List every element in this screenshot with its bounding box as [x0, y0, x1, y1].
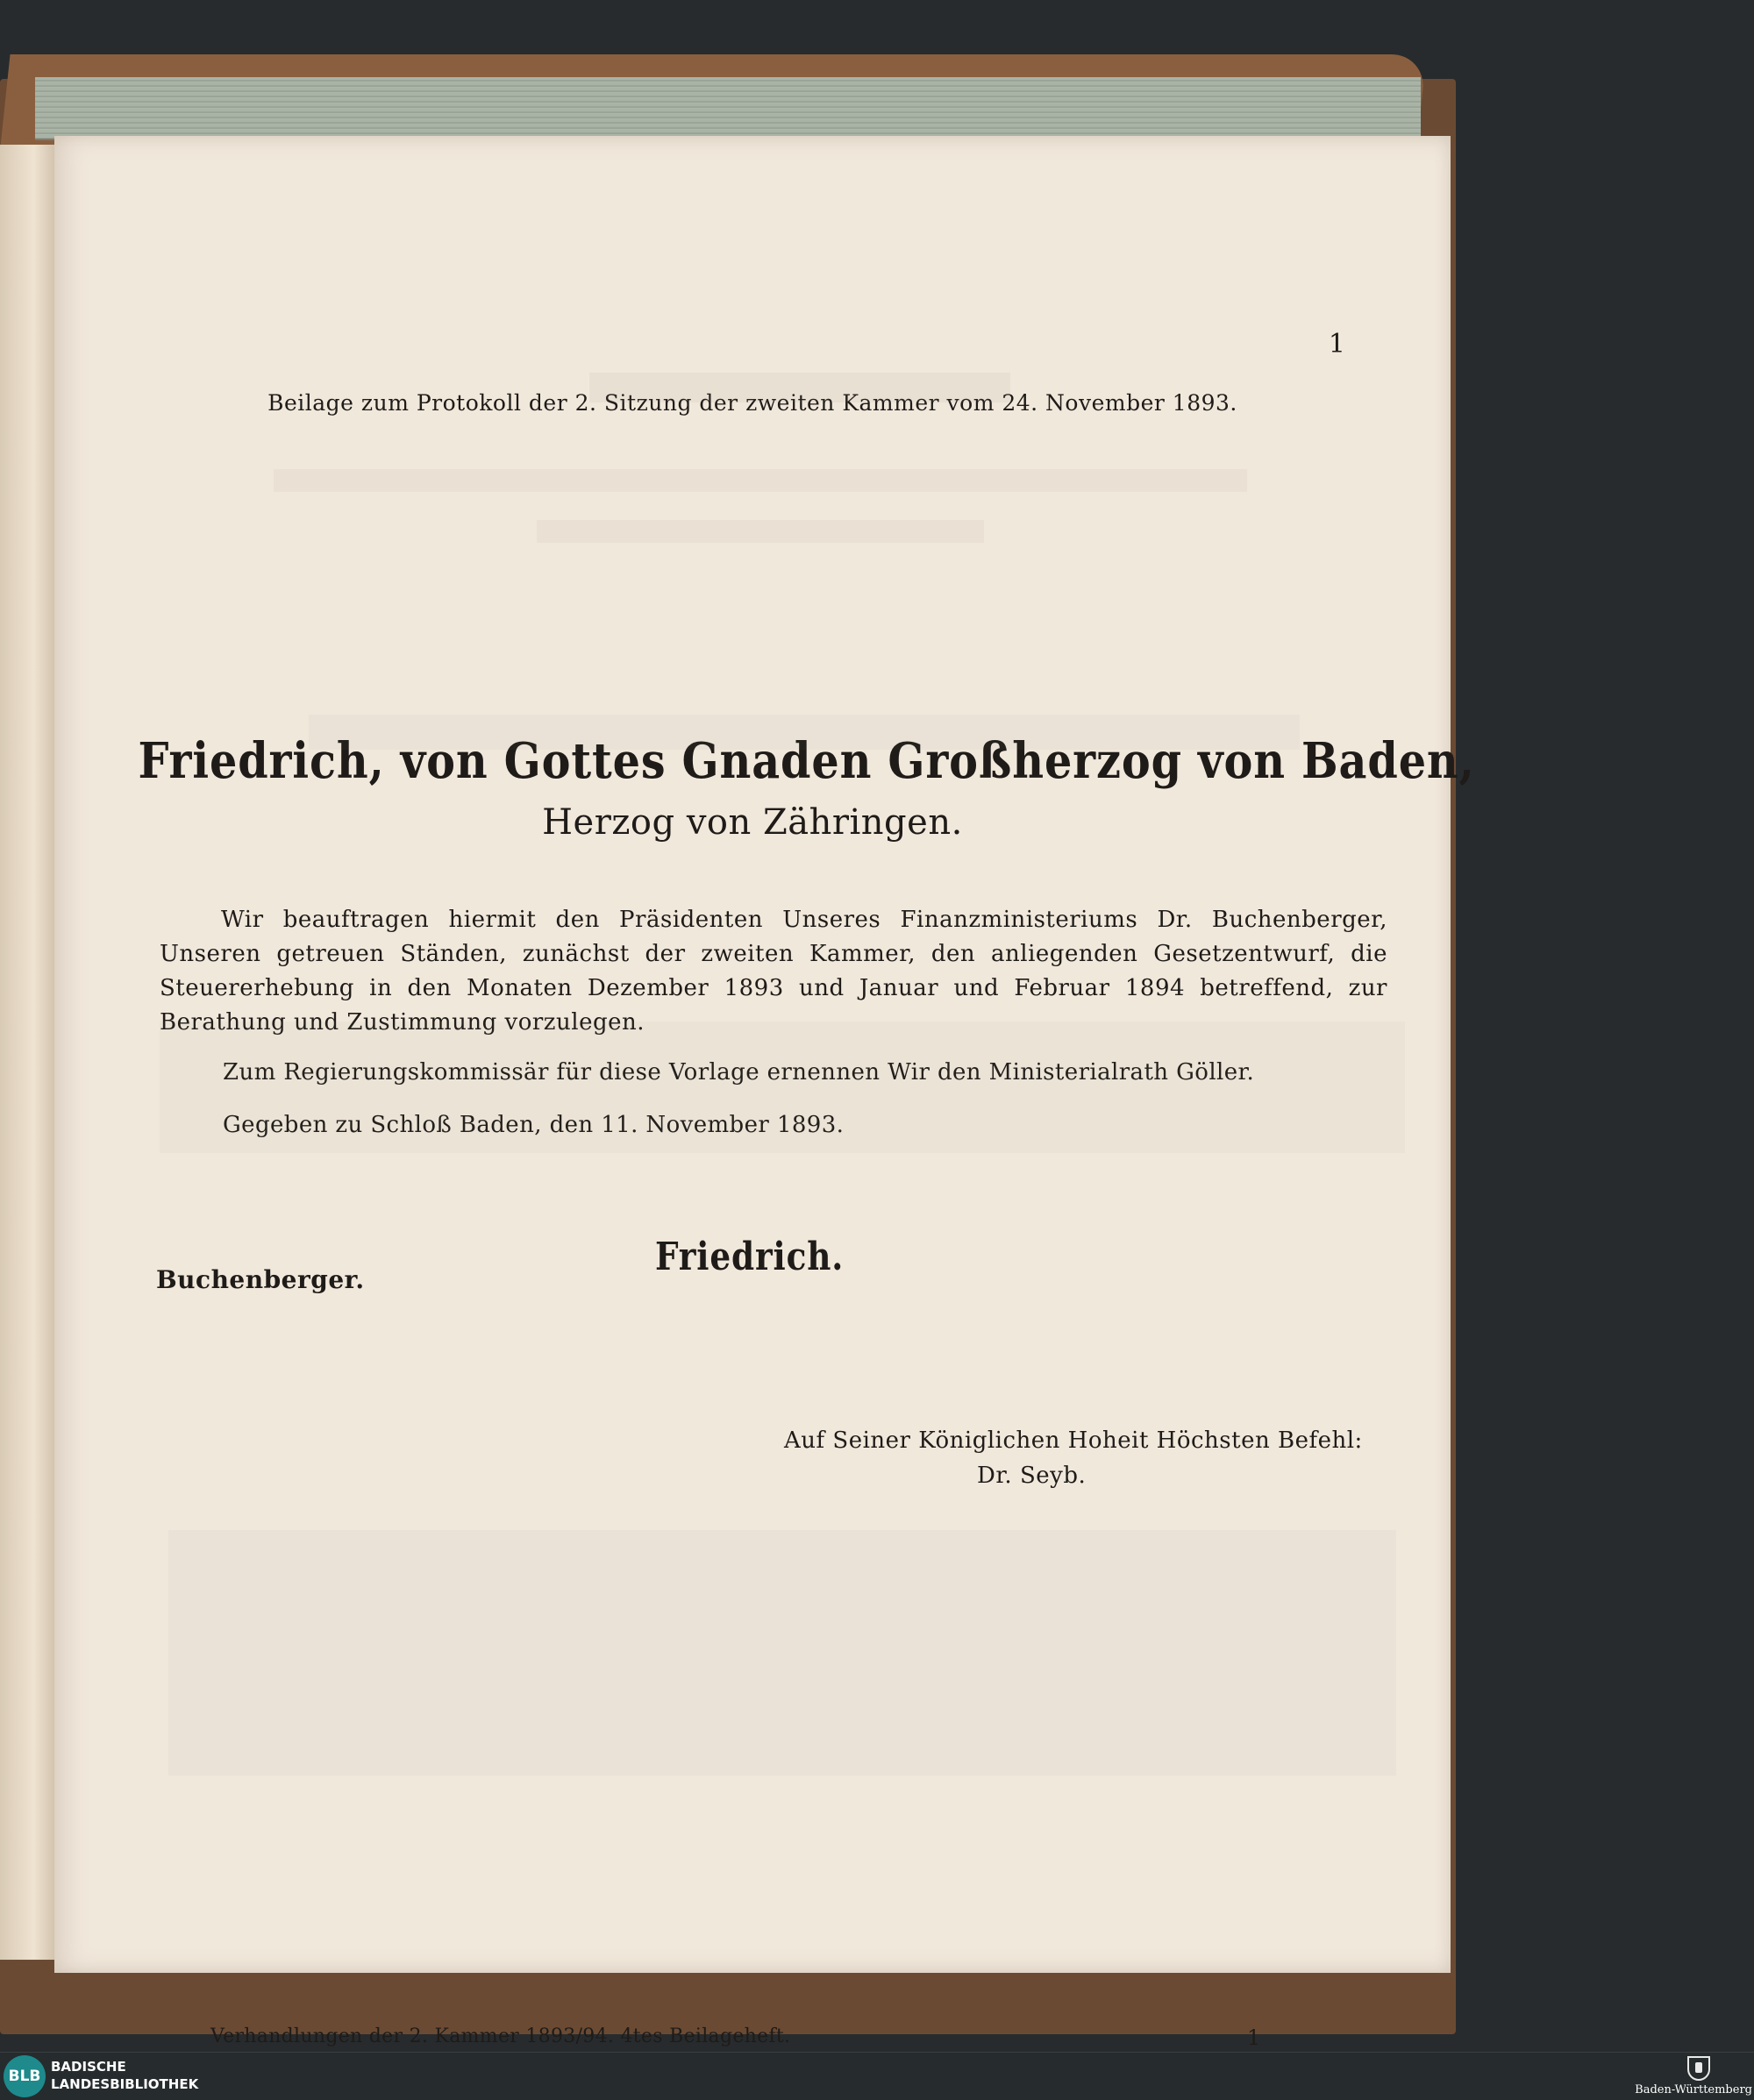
signature: Friedrich.	[655, 1235, 845, 1279]
decree-title: Friedrich, von Gottes Gnaden Großherzog von Baden,	[138, 732, 1475, 790]
body-paragraph: Wir beauftragen hiermit den Präsidenten Unseres Finanzministeriums Dr. Buchenberger, Unseren getreuen Ständen, zunächst der zweiten Kammer, den anliegenden Gesetzentwurf, die Steuererhebung in den Monaten Dezember 1893 und Januar und Februar 1894 betreffend, zur Berathung und Zustimmung vorzulegen.	[160, 907, 1387, 1036]
document-page	[54, 136, 1475, 2050]
footer-line: Verhandlungen der 2. Kammer 1893/94. 4tes Beilageheft.	[210, 2025, 791, 2047]
secretary-name: Dr. Seyb.	[977, 1463, 1087, 1489]
command-line: Auf Seiner Königlichen Hoheit Höchsten Befehl:	[784, 1427, 1363, 1454]
given-line: Gegeben zu Schloß Baden, den 11. November 1893.	[223, 1112, 845, 1138]
decree-subtitle: Herzog von Zähringen.	[542, 802, 963, 843]
book-page-edges	[35, 77, 1421, 140]
left-page-leaf	[0, 145, 61, 1960]
library-name[interactable]	[51, 2058, 226, 2093]
coat-of-arms-icon[interactable]	[1687, 2056, 1710, 2081]
library-name-line2: LANDESBIBLIOTHEK	[51, 2076, 199, 2092]
countersignature: Buchenberger.	[156, 1265, 365, 1294]
footer-page-number: 1	[1247, 2025, 1261, 2050]
library-name-line1: BADISCHE	[51, 2059, 126, 2075]
commissioner-line: Zum Regierungskommissär für diese Vorlage ernennen Wir den Ministerialrath Göller.	[223, 1059, 1255, 1086]
partner-name[interactable]: Baden-Württemberg	[1635, 2083, 1752, 2096]
page-number-top: 1	[1328, 329, 1345, 359]
header-line: Beilage zum Protokoll der 2. Sitzung der zweiten Kammer vom 24. November 1893.	[267, 390, 1237, 416]
library-logo[interactable]: BLB	[4, 2055, 46, 2097]
viewer-footer-bar	[0, 2052, 1754, 2100]
